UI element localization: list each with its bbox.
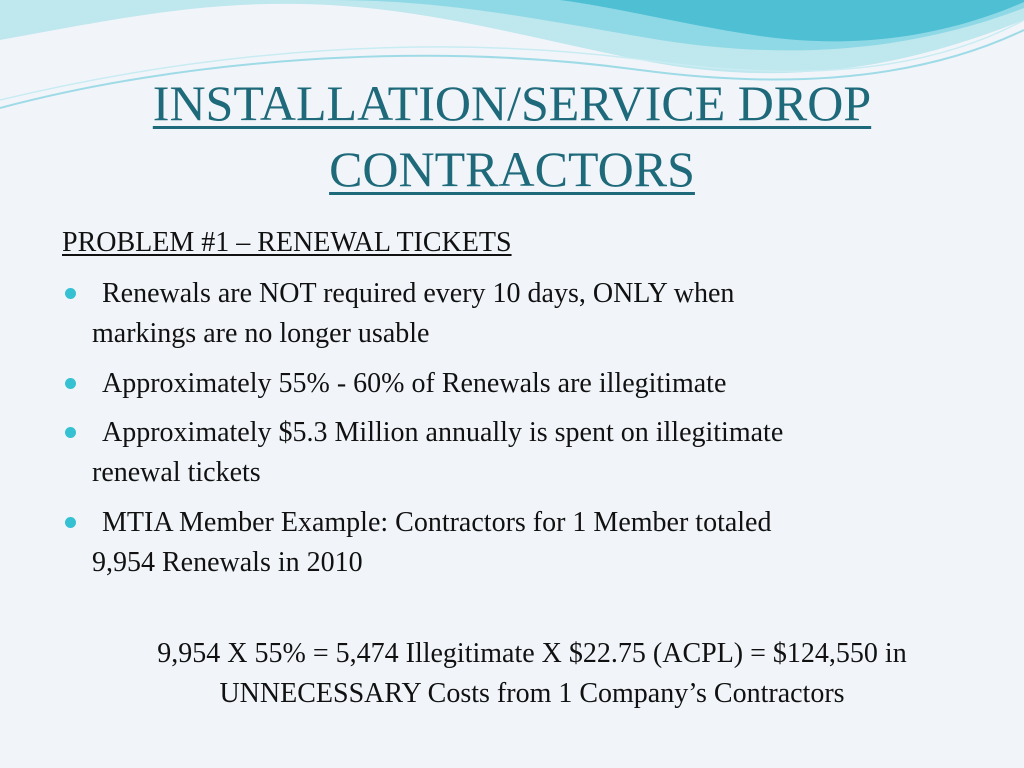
bullet-dot-icon [65,427,76,438]
bullet-dot-icon [65,378,76,389]
calculation-line-1: 9,954 X 55% = 5,474 Illegitimate X $22.75 (ACPL) = $124,550 in [157,638,907,669]
bullet-line-2: 9,954 Renewals in 2010 [92,547,363,578]
bullet-line-2: renewal tickets [92,457,261,488]
calculation-line-2: UNNECESSARY Costs from 1 Company’s Contractors [219,678,845,709]
bullet-dot-icon [65,288,76,299]
bullet-line-1: Approximately $5.3 Million annually is spent on illegitimate [102,417,784,448]
calculation-block [92,634,972,714]
slide-title [0,70,1024,202]
bullet-item [92,503,992,583]
bullet-line-1: MTIA Member Example: Contractors for 1 Member totaled [102,507,772,538]
bullet-dot-icon [65,517,76,528]
section-subheading: PROBLEM #1 – RENEWAL TICKETS [62,227,512,258]
bullet-line-1: Renewals are NOT required every 10 days, ONLY when [102,278,735,309]
title-line-1: INSTALLATION/SERVICE DROP [152,75,872,131]
bullet-item [92,413,992,493]
bullet-line-2: markings are no longer usable [92,318,430,349]
bullet-item [92,274,992,354]
bullet-line-1: Approximately 55% - 60% of Renewals are illegitimate [102,368,727,399]
bullet-item [92,364,992,404]
title-line-2: CONTRACTORS [329,141,695,197]
